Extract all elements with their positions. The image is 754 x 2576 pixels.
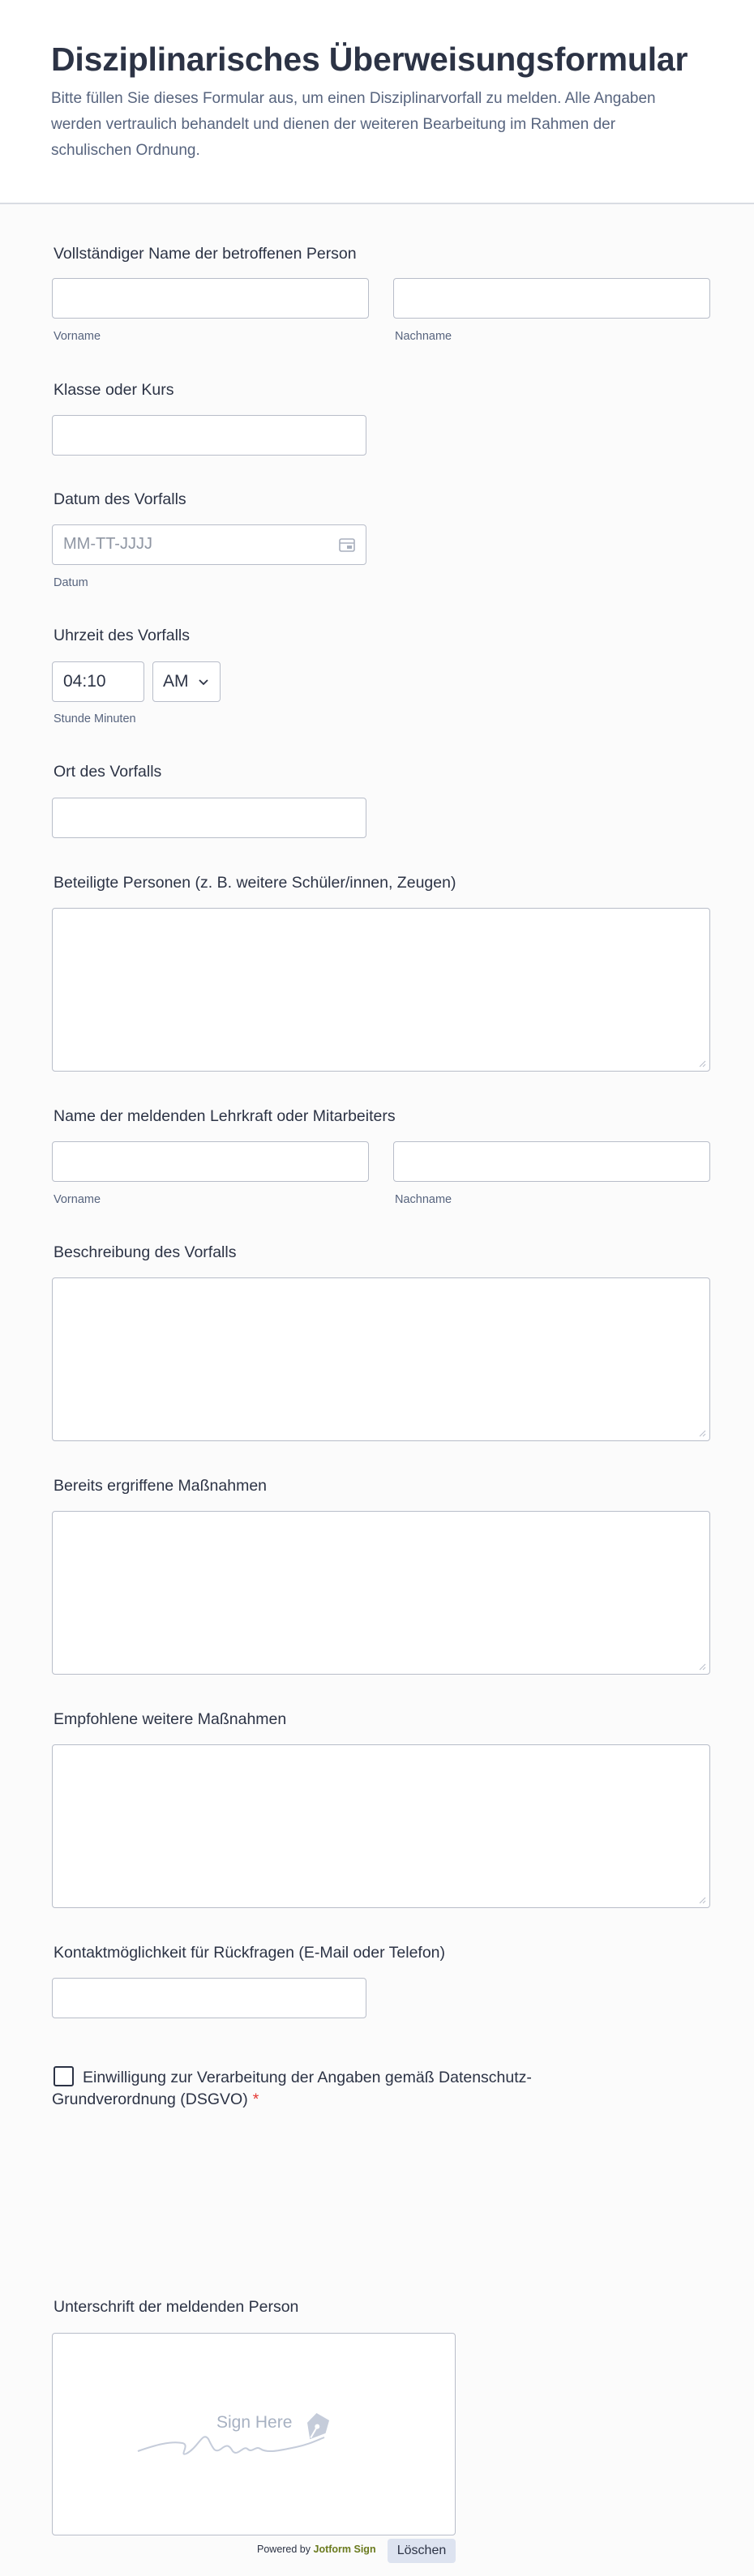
date-sublabel: Datum: [54, 576, 88, 589]
affected-last-name-input[interactable]: [393, 278, 710, 319]
consent-text: Einwilligung zur Verarbeitung der Angaben gemäß Datenschutz-Grundverordnung (DSGVO): [52, 2069, 532, 2108]
measures-taken-label: Bereits ergriffene Maßnahmen: [54, 1477, 268, 1495]
location-input[interactable]: [52, 798, 366, 838]
resize-handle-icon[interactable]: [698, 1059, 706, 1068]
contact-input[interactable]: [52, 1978, 366, 2018]
affected-name-label: Vollständiger Name der betroffenen Person: [54, 245, 357, 263]
form-title: Disziplinarisches Überweisungsformular: [51, 41, 688, 78]
time-input[interactable]: [52, 661, 144, 702]
time-sublabel: Stunde Minuten: [54, 712, 136, 725]
resize-handle-icon[interactable]: [698, 1896, 706, 1904]
reporter-first-name-input[interactable]: [52, 1141, 369, 1182]
required-mark: *: [252, 2090, 259, 2108]
class-label: Klasse oder Kurs: [54, 381, 174, 399]
form-subtitle: Bitte füllen Sie dieses Formular aus, um einen Disziplinarvorfall zu melden. Alle Angaben werden vertraulich behandelt und dienen der weiteren Bearbeitung im Rahmen der schulischen Ordnung.: [51, 90, 656, 159]
location-label: Ort des Vorfalls: [54, 763, 162, 781]
date-input[interactable]: [52, 524, 366, 565]
affected-first-name-sublabel: Vorname: [54, 330, 101, 343]
class-input[interactable]: [52, 415, 366, 456]
description-textarea[interactable]: [52, 1277, 710, 1441]
measures-recommended-label: Empfohlene weitere Maßnahmen: [54, 1710, 287, 1728]
calendar-icon[interactable]: [338, 536, 356, 554]
ampm-select[interactable]: [152, 661, 221, 702]
signature-pad[interactable]: [52, 2333, 456, 2535]
powered-by: [257, 2544, 376, 2555]
resize-handle-icon[interactable]: [698, 1662, 706, 1671]
powered-by-brand[interactable]: Jotform Sign: [313, 2544, 376, 2555]
ampm-value: AM: [163, 672, 189, 691]
time-label: Uhrzeit des Vorfalls: [54, 627, 190, 644]
chevron-down-icon: [198, 676, 209, 687]
contact-label: Kontaktmöglichkeit für Rückfragen (E-Mail oder Telefon): [54, 1944, 446, 1962]
reporter-first-name-sublabel: Vorname: [54, 1193, 101, 1206]
clear-signature-button[interactable]: Löschen: [388, 2539, 456, 2563]
signature-hint: Sign Here: [216, 2413, 293, 2432]
reporter-name-label: Name der meldenden Lehrkraft oder Mitarbeiters: [54, 1107, 396, 1125]
description-label: Beschreibung des Vorfalls: [54, 1243, 237, 1261]
measures-recommended-textarea[interactable]: [52, 1744, 710, 1908]
time-value: 04:10: [63, 672, 106, 691]
affected-first-name-input[interactable]: [52, 278, 369, 319]
involved-textarea[interactable]: [52, 908, 710, 1072]
date-placeholder: MM-TT-JJJJ: [63, 535, 152, 553]
signature-label: Unterschrift der meldenden Person: [54, 2298, 299, 2316]
involved-label: Beteiligte Personen (z. B. weitere Schüler/innen, Zeugen): [54, 874, 456, 892]
reporter-last-name-sublabel: Nachname: [395, 1193, 452, 1206]
measures-taken-textarea[interactable]: [52, 1511, 710, 1675]
affected-last-name-sublabel: Nachname: [395, 330, 452, 343]
date-label: Datum des Vorfalls: [54, 490, 186, 508]
resize-handle-icon[interactable]: [698, 1429, 706, 1437]
powered-by-prefix: Powered by: [257, 2544, 311, 2555]
consent-label: [52, 2067, 619, 2111]
form-header: [0, 0, 754, 204]
reporter-last-name-input[interactable]: [393, 1141, 710, 1182]
